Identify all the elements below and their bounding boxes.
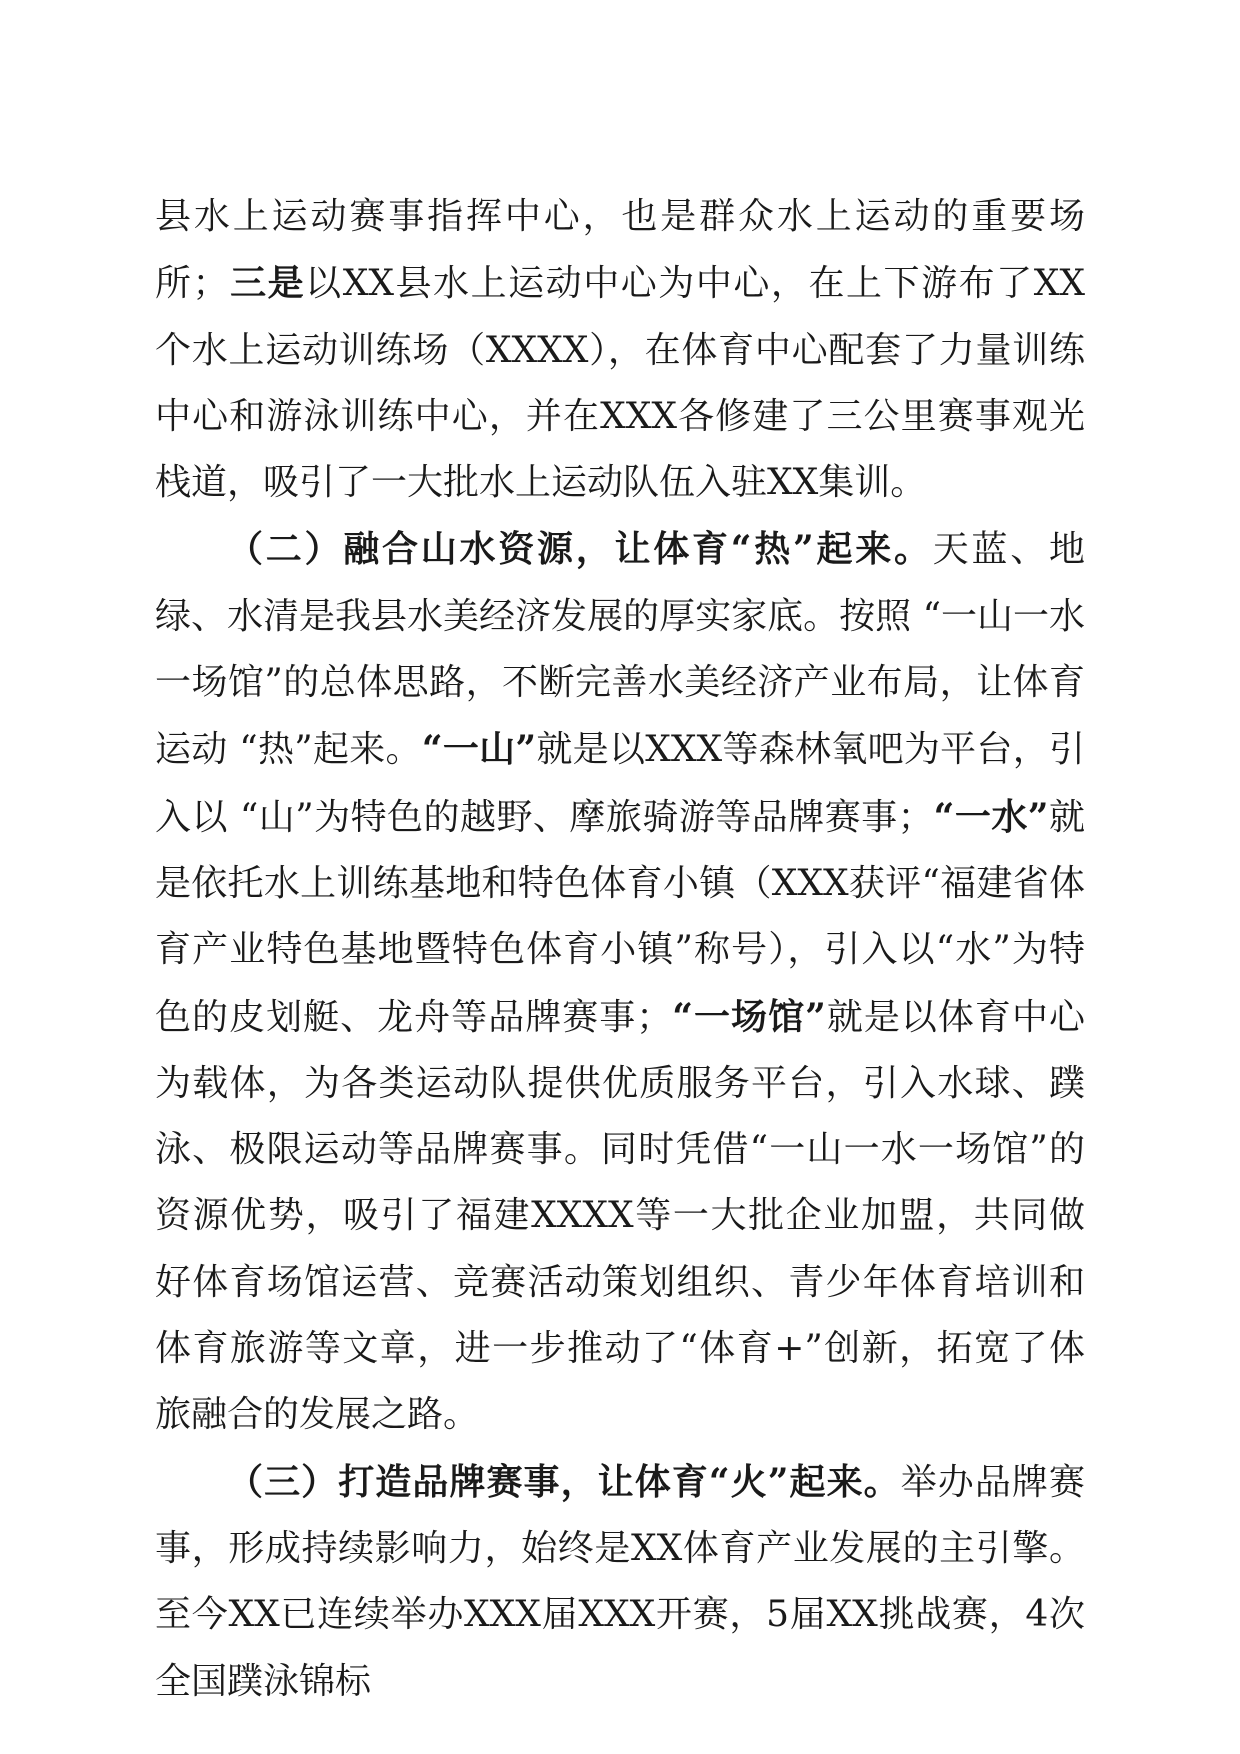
paragraph-2-bold-yishan: “一山” (421, 728, 537, 771)
paragraph-1 (155, 184, 1085, 516)
paragraph-2-heading: （二）融合山水资源，让体育“热”起来。 (227, 528, 933, 571)
paragraph-3 (155, 1449, 1085, 1715)
paragraph-2-text-2: 就是以XXX等森林氧吧为平台，引入以 “山”为特色的越野、摩旅骑游等品牌赛事； (155, 729, 1085, 838)
body-text (155, 184, 1085, 1715)
paragraph-2-bold-yishui: “一水” (933, 795, 1049, 838)
paragraph-2-text-3: 就是依托水上训练基地和特色体育小镇（XXX获评“福建省体育产业特色基地暨特色体育小镇”称号），引入以“水”为特色的皮划艇、龙舟等品牌赛事； (155, 796, 1085, 1038)
paragraph-3-heading: （三）打造品牌赛事，让体育“火”起来。 (227, 1460, 901, 1503)
paragraph-2-text-1: 天蓝、地绿、水清是我县水美经济发展的厚实家底。按照 “一山一水一场馆”的总体思路，不断完善水美经济产业布局，让体育运动 “热”起来。 (155, 529, 1085, 771)
paragraph-2-text-4: 就是以体育中心为载体，为各类运动队提供优质服务平台，引入水球、蹼泳、极限运动等品牌赛事。同时凭借“一山一水一场馆”的资源优势，吸引了福建XXXX等一大批企业加盟，共同做好体育场馆运营、竞赛活动策划组织、青少年体育培训和体育旅游等文章，进一步推动了“体育+”创新，拓宽了体旅融合的发展之路。 (155, 996, 1085, 1436)
paragraph-2-bold-yichangguan: “一场馆” (672, 995, 826, 1038)
paragraph-3-text-1: 举办品牌赛事，形成持续影响力，始终是XX体育产业发展的主引擎。至今XX已连续举办XXX届XXX开赛，5届XX挑战赛，4次全国蹼泳锦标 (155, 1461, 1085, 1702)
paragraph-1-text-1: 县水上运动赛事指挥中心，也是群众水上运动的重要场所； (155, 196, 1085, 305)
paragraph-2 (155, 516, 1085, 1448)
paragraph-1-text-2: 以XX县水上运动中心为中心，在上下游布了XX个水上运动训练场（XXXX），在体育中心配套了力量训练中心和游泳训练中心，并在XXX各修建了三公里赛事观光栈道，吸引了一大批水上运动队伍入驻XX集训。 (155, 263, 1085, 504)
paragraph-1-bold-marker: 三是 (228, 262, 306, 305)
